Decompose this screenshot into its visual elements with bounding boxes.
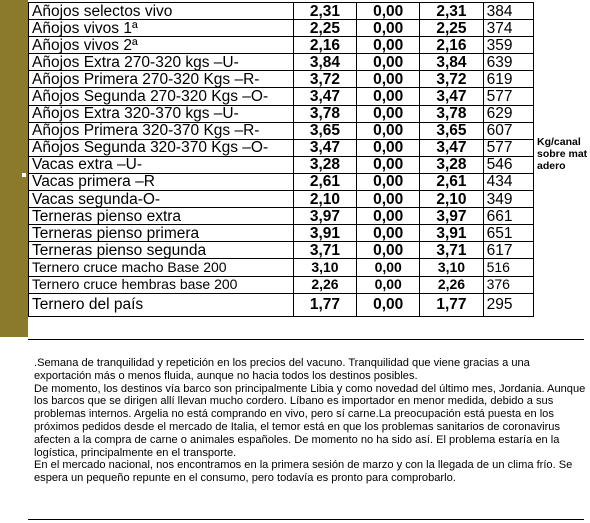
cell-price: 2,10 <box>293 191 356 208</box>
cell-price: 2,61 <box>293 173 356 190</box>
cell-change: 0,00 <box>357 259 420 276</box>
cell-change: 0,00 <box>357 105 420 122</box>
cell-name: Vacas extra –U- <box>29 156 294 173</box>
cell-price-new: 2,16 <box>420 37 483 54</box>
table-row <box>29 191 534 208</box>
table-row <box>29 259 534 276</box>
cell-price-new: 3,28 <box>420 156 483 173</box>
cell-name: Añojos Primera 270-320 Kgs –R- <box>29 71 294 88</box>
table-row <box>29 122 534 139</box>
cell-price-new: 3,78 <box>420 105 483 122</box>
cell-price: 3,47 <box>293 139 356 156</box>
cell-price-new: 3,47 <box>420 139 483 156</box>
cell-price-new: 2,10 <box>420 191 483 208</box>
table-row <box>29 173 534 190</box>
cell-price: 2,16 <box>293 37 356 54</box>
table-row <box>29 242 534 259</box>
cell-price: 2,25 <box>293 20 356 37</box>
cell-kg-value: 619 <box>483 71 533 88</box>
cell-change: 0,00 <box>357 20 420 37</box>
table-row <box>29 54 534 71</box>
cell-name: Ternero del país <box>29 293 294 316</box>
cell-change: 0,00 <box>357 276 420 293</box>
cell-kg-value: 374 <box>483 20 533 37</box>
cell-price-new: 3,91 <box>420 225 483 242</box>
cell-change: 0,00 <box>357 3 420 20</box>
divider-top <box>28 339 584 340</box>
price-table <box>28 2 534 317</box>
cell-price-new: 3,84 <box>420 54 483 71</box>
cell-name: Ternero cruce hembras base 200 <box>29 276 294 293</box>
table-row <box>29 3 534 20</box>
cell-price: 3,65 <box>293 122 356 139</box>
cell-kg-value: 546 <box>483 156 533 173</box>
cell-name: Ternero cruce macho Base 200 <box>29 259 294 276</box>
cell-kg-value: 651 <box>483 225 533 242</box>
table-row <box>29 71 534 88</box>
table-row <box>29 276 534 293</box>
cell-name: Añojos selectos vivo <box>29 3 294 20</box>
cell-kg-value: 516 <box>483 259 533 276</box>
table-row <box>29 37 534 54</box>
table-row <box>29 139 534 156</box>
table-row <box>29 105 534 122</box>
cell-price: 3,97 <box>293 208 356 225</box>
cell-kg-value: 577 <box>483 139 533 156</box>
cell-price-new: 2,31 <box>420 3 483 20</box>
cell-change: 0,00 <box>357 156 420 173</box>
cell-price: 3,72 <box>293 71 356 88</box>
cell-change: 0,00 <box>357 122 420 139</box>
cell-price: 3,28 <box>293 156 356 173</box>
cell-kg-value: 577 <box>483 88 533 105</box>
cell-kg-value: 384 <box>483 3 533 20</box>
cell-change: 0,00 <box>357 173 420 190</box>
cell-price-new: 3,72 <box>420 71 483 88</box>
cell-price: 3,84 <box>293 54 356 71</box>
cell-price-new: 2,26 <box>420 276 483 293</box>
cell-kg-value: 617 <box>483 242 533 259</box>
cell-kg-value: 359 <box>483 37 533 54</box>
cell-change: 0,00 <box>357 54 420 71</box>
cell-change: 0,00 <box>357 208 420 225</box>
cell-kg-value: 629 <box>483 105 533 122</box>
table-row <box>29 225 534 242</box>
notes-paragraph: En el mercado nacional, nos encontramos en la primera sesión de marzo y con la llegada de un clima frío. Se espera un pequeño repunte en el consumo, pero todavía es pronto para comprobarlo. <box>34 459 573 485</box>
cell-name: Vacas primera –R <box>29 173 294 190</box>
cell-price-new: 3,10 <box>420 259 483 276</box>
table-row <box>29 20 534 37</box>
cell-kg-value: 349 <box>483 191 533 208</box>
cell-price: 1,77 <box>293 293 356 316</box>
cell-kg-value: 295 <box>483 293 533 316</box>
row-marker <box>22 173 26 177</box>
cell-name: Terneras pienso primera <box>29 225 294 242</box>
table-row <box>29 156 534 173</box>
cell-kg-value: 607 <box>483 122 533 139</box>
cell-name: Añojos vivos 1ª <box>29 20 294 37</box>
cell-price: 3,78 <box>293 105 356 122</box>
cell-name: Añojos Segunda 320-370 Kgs –O- <box>29 139 294 156</box>
cell-name: Añojos Segunda 270-320 Kgs –O- <box>29 88 294 105</box>
cell-price-new: 3,71 <box>420 242 483 259</box>
cell-change: 0,00 <box>357 225 420 242</box>
cell-kg-value: 639 <box>483 54 533 71</box>
cell-name: Añojos vivos 2ª <box>29 37 294 54</box>
sidebar-bar <box>0 0 28 337</box>
cell-name: Terneras pienso segunda <box>29 242 294 259</box>
market-notes <box>34 357 586 485</box>
cell-kg-value: 661 <box>483 208 533 225</box>
table-row <box>29 208 534 225</box>
cell-change: 0,00 <box>357 71 420 88</box>
cell-price: 3,10 <box>293 259 356 276</box>
cell-kg-value: 376 <box>483 276 533 293</box>
cell-price-new: 1,77 <box>420 293 483 316</box>
divider-bottom <box>28 519 584 520</box>
cell-change: 0,00 <box>357 242 420 259</box>
notes-paragraph: De momento, los destinos vía barco son principalmente Libia y como novedad del último mes, Jordania. Aunque los barcos que se dirigen allí llevan mucho cordero. Líbano es importador en menor medida, debido a sus problemas internos. Argelia no está comprando en vivo, pero sí carne.La preocupación está puesta en los próximos pedidos desde el mercado de Italia, el temor está en que los problemas sanitarios de coronavirus afecten a la compra de carne o animales españoles. De momento no ha sido así. El problema estaría en la logística, principalmente en el transporte. <box>34 382 586 459</box>
cell-price: 2,26 <box>293 276 356 293</box>
table-row <box>29 293 534 316</box>
cell-price-new: 2,25 <box>420 20 483 37</box>
cell-price: 2,31 <box>293 3 356 20</box>
table-row <box>29 88 534 105</box>
cell-change: 0,00 <box>357 139 420 156</box>
cell-name: Vacas segunda-O- <box>29 191 294 208</box>
cell-name: Añojos Extra 320-370 kgs –U- <box>29 105 294 122</box>
cell-name: Terneras pienso extra <box>29 208 294 225</box>
cell-price: 3,71 <box>293 242 356 259</box>
cell-kg-value: 434 <box>483 173 533 190</box>
cell-change: 0,00 <box>357 37 420 54</box>
cell-name: Añojos Extra 270-320 kgs –U- <box>29 54 294 71</box>
cell-change: 0,00 <box>357 88 420 105</box>
cell-price-new: 2,61 <box>420 173 483 190</box>
cell-price: 3,91 <box>293 225 356 242</box>
cell-change: 0,00 <box>357 293 420 316</box>
cell-price-new: 3,65 <box>420 122 483 139</box>
cell-name: Añojos Primera 320-370 Kgs –R- <box>29 122 294 139</box>
notes-paragraph: .Semana de tranquilidad y repetición en los precios del vacuno. Tranquilidad que viene gracias a una exportación más o menos fluida, aunque no hacia todos los destinos posibles. <box>34 357 530 382</box>
cell-price: 3,47 <box>293 88 356 105</box>
cell-price-new: 3,47 <box>420 88 483 105</box>
cell-change: 0,00 <box>357 191 420 208</box>
unit-label: Kg/canal sobre matadero <box>537 136 588 172</box>
cell-price-new: 3,97 <box>420 208 483 225</box>
